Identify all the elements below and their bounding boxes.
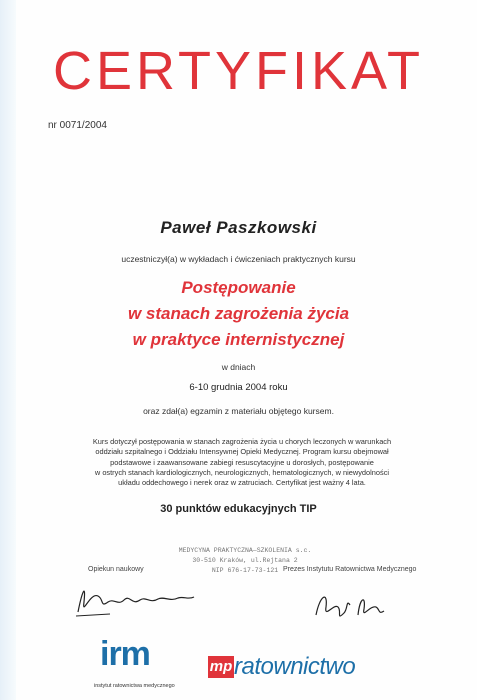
recipient-name: Paweł Paszkowski xyxy=(160,218,317,237)
in-days-text: w dniach xyxy=(221,362,256,372)
irm-logo-text: irm xyxy=(100,635,150,673)
description-line: oddziału szpitalnego i Oddziału Intensywnej Opieki Medycznej. Program kursu obejmował xyxy=(95,447,389,457)
description-line: układu oddechowego i nerek oraz w zatruciach. Certyfikat jest ważny 4 lata. xyxy=(118,478,366,488)
exam-text: oraz zdał(a) egzamin z materiału objętego kursem. xyxy=(143,406,334,416)
participation-text: uczestniczył(a) w wykładach i ćwiczeniach praktycznych kursu xyxy=(121,254,356,264)
course-title-line: Postępowanie xyxy=(181,278,296,297)
certificate-title: CERTYFIKAT xyxy=(52,41,425,101)
left-signature-label: Opiekun naukowy xyxy=(88,566,144,573)
irm-logo-subtitle: instytut ratownictwa medycznego xyxy=(94,683,175,689)
course-title xyxy=(0,275,477,353)
course-title-line: w stanach zagrożenia życia xyxy=(127,304,350,323)
course-description xyxy=(92,437,392,488)
description-line: Kurs dotyczył postępowania w stanach zagrożenia życia u chorych leczonych w warunkach xyxy=(92,437,392,446)
left-signature xyxy=(70,572,200,622)
right-signature xyxy=(310,585,390,625)
course-title-line: w praktyce internistycznej xyxy=(132,330,345,349)
mp-logo-text: ratownictwo xyxy=(234,653,356,680)
mp-ratownictwo-logo xyxy=(208,653,355,681)
description-line: podstawowe i zaawansowane zabiegi resuscytacyjne u dorosłych, postępowanie xyxy=(110,457,374,467)
description-line: w ostrych stanach kardiologicznych, neurologicznych, hematologicznych, w niewydolności xyxy=(94,467,390,477)
mp-logo-badge: mp xyxy=(208,656,234,678)
stamp-line: MEDYCYNA PRAKTYCZNA—SZKOLENIA s.c. xyxy=(178,547,312,554)
irm-logo xyxy=(100,635,150,674)
course-dates: 6-10 grudnia 2004 roku xyxy=(189,382,288,393)
right-signature-label: Prezes Instytutu Ratownictwa Medycznego xyxy=(283,566,417,573)
stamp-line: NIP 676-17-73-121 xyxy=(211,567,279,574)
certificate-number: nr 0071/2004 xyxy=(48,120,107,131)
education-points: 30 punktów edukacyjnych TIP xyxy=(160,503,317,515)
stamp-line: 30-510 Kraków, ul.Rejtana 2 xyxy=(192,557,298,564)
